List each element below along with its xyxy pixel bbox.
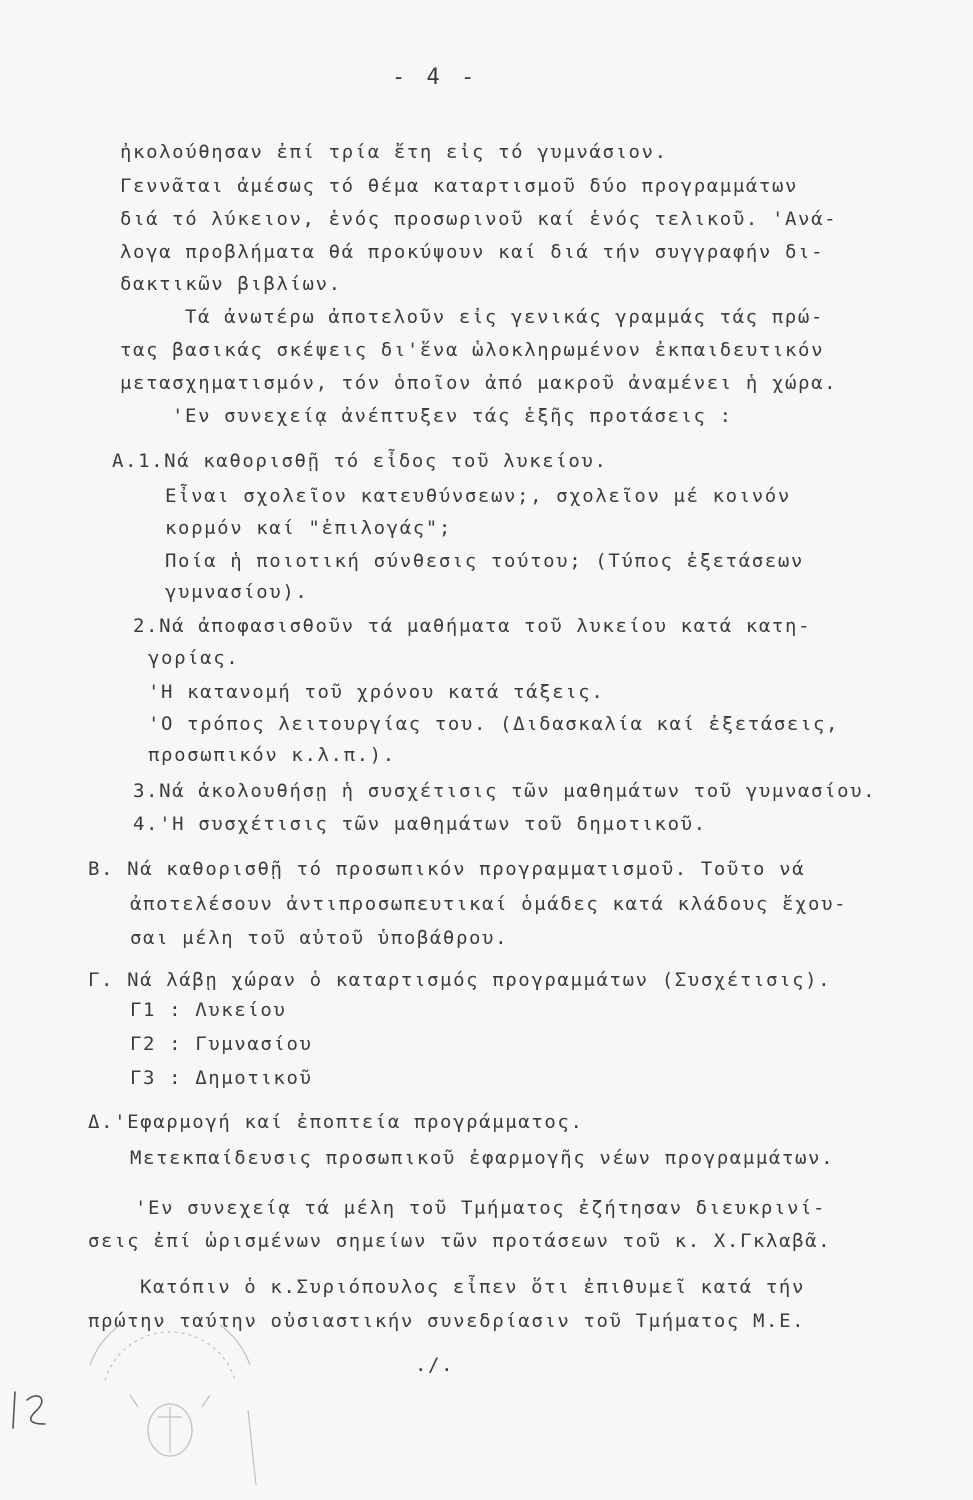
list-item: Γ2 : Γυμνασίου bbox=[130, 1033, 313, 1055]
text-line: δακτικῶν βιβλίων. bbox=[120, 273, 342, 295]
list-item: Γ. Νά λάβῃ χώραν ὁ καταρτισμός προγραμμάτων (Συσχέτισις). bbox=[88, 969, 832, 991]
text-line: κορμόν καί "ἐπιλογάς"; bbox=[165, 517, 452, 539]
text-line: ἀποτελέσουν ἀντιπροσωπευτικαί ὁμάδες κατά κλάδους ἔχου- bbox=[130, 893, 848, 915]
text-line: Τά ἀνωτέρω ἀποτελοῦν εἰς γενικάς γραμμάς τάς πρώ- bbox=[185, 306, 824, 328]
official-seal-stamp bbox=[70, 1325, 270, 1495]
list-item: 4.'Η συσχέτισις τῶν μαθημάτων τοῦ δημοτικοῦ. bbox=[133, 813, 707, 835]
text-line: Ποία ἡ ποιοτική σύνθεσις τούτου; (Τύπος ἐξετάσεων bbox=[165, 550, 804, 572]
text-line: πρώτην ταύτην οὐσιαστικήν συνεδρίασιν τοῦ Τμήματος Μ.Ε. bbox=[88, 1310, 806, 1332]
text-line: διά τό λύκειον, ἑνός προσωρινοῦ καί ἑνός τελικοῦ. 'Ανά- bbox=[120, 208, 838, 230]
continuation-mark: ./. bbox=[415, 1354, 455, 1376]
text-line: λογα προβλήματα θά προκύψουν καί διά τήν συγγραφήν δι- bbox=[120, 241, 825, 263]
text-line: 'Εν συνεχείᾳ ἀνέπτυξεν τάς ἑξῆς προτάσεις : bbox=[172, 405, 733, 427]
initials-signature bbox=[5, 1378, 65, 1438]
text-line: μετασχηματισμόν, τόν ὁποῖον ἀπό μακροῦ ἀναμένει ἡ χώρα. bbox=[120, 372, 838, 394]
text-line: 'Ο τρόπος λειτουργίας του. (Διδασκαλία καί ἐξετάσεις, bbox=[148, 713, 840, 735]
text-line: 'Η κατανομή τοῦ χρόνου κατά τάξεις. bbox=[148, 681, 605, 703]
list-item: Γ1 : Λυκείου bbox=[130, 999, 287, 1021]
list-item: Α.1.Νά καθορισθῇ τό εἶδος τοῦ λυκείου. bbox=[112, 450, 608, 472]
text-line: Μετεκπαίδευσις προσωπικοῦ ἐφαρμογῆς νέων προγραμμάτων. bbox=[130, 1147, 835, 1169]
text-line: Γεννᾶται ἀμέσως τό θέμα καταρτισμοῦ δύο προγραμμάτων bbox=[120, 175, 799, 197]
list-item: Γ3 : Δημοτικοῦ bbox=[130, 1067, 313, 1089]
text-line: ἠκολούθησαν ἐπί τρία ἔτη εἰς τό γυμνάσιον. bbox=[120, 141, 668, 163]
text-line: γυμνασίου). bbox=[165, 581, 309, 603]
text-line: προσωπικόν κ.λ.π.). bbox=[148, 744, 396, 766]
text-line: σαι μέλη τοῦ αὐτοῦ ὑποβάθρου. bbox=[130, 927, 509, 949]
text-line: Κατόπιν ὁ κ.Συριόπουλος εἶπεν ὅτι ἐπιθυμεῖ κατά τήν bbox=[140, 1276, 805, 1298]
text-line: γορίας. bbox=[148, 647, 240, 669]
list-item: Β. Νά καθορισθῇ τό προσωπικόν προγραμματισμοῦ. Τοῦτο νά bbox=[88, 858, 806, 880]
text-line: σεις ἐπί ὡρισμένων σημείων τῶν προτάσεων τοῦ κ. Χ.Γκλαβᾶ. bbox=[88, 1230, 832, 1252]
list-item: 3.Νά ἀκολουθήσῃ ἡ συσχέτισις τῶν μαθημάτων τοῦ γυμνασίου. bbox=[133, 780, 877, 802]
text-line: τας βασικάς σκέψεις δι'ἕνα ὡλοκληρωμένον ἐκπαιδευτικόν bbox=[120, 339, 825, 361]
list-item: Δ.'Εφαρμογή καί ἐποπτεία προγράμματος. bbox=[88, 1111, 584, 1133]
page-number: - 4 - bbox=[392, 65, 479, 90]
text-line: Εἶναι σχολεῖον κατευθύνσεων;, σχολεῖον μέ κοινόν bbox=[165, 485, 791, 507]
text-line: 'Εν συνεχείᾳ τά μέλη τοῦ Τμήματος ἐζήτησαν διευκρινί- bbox=[135, 1197, 827, 1219]
list-item: 2.Νά ἀποφασισθοῦν τά μαθήματα τοῦ λυκείου κατά κατη- bbox=[133, 615, 812, 637]
